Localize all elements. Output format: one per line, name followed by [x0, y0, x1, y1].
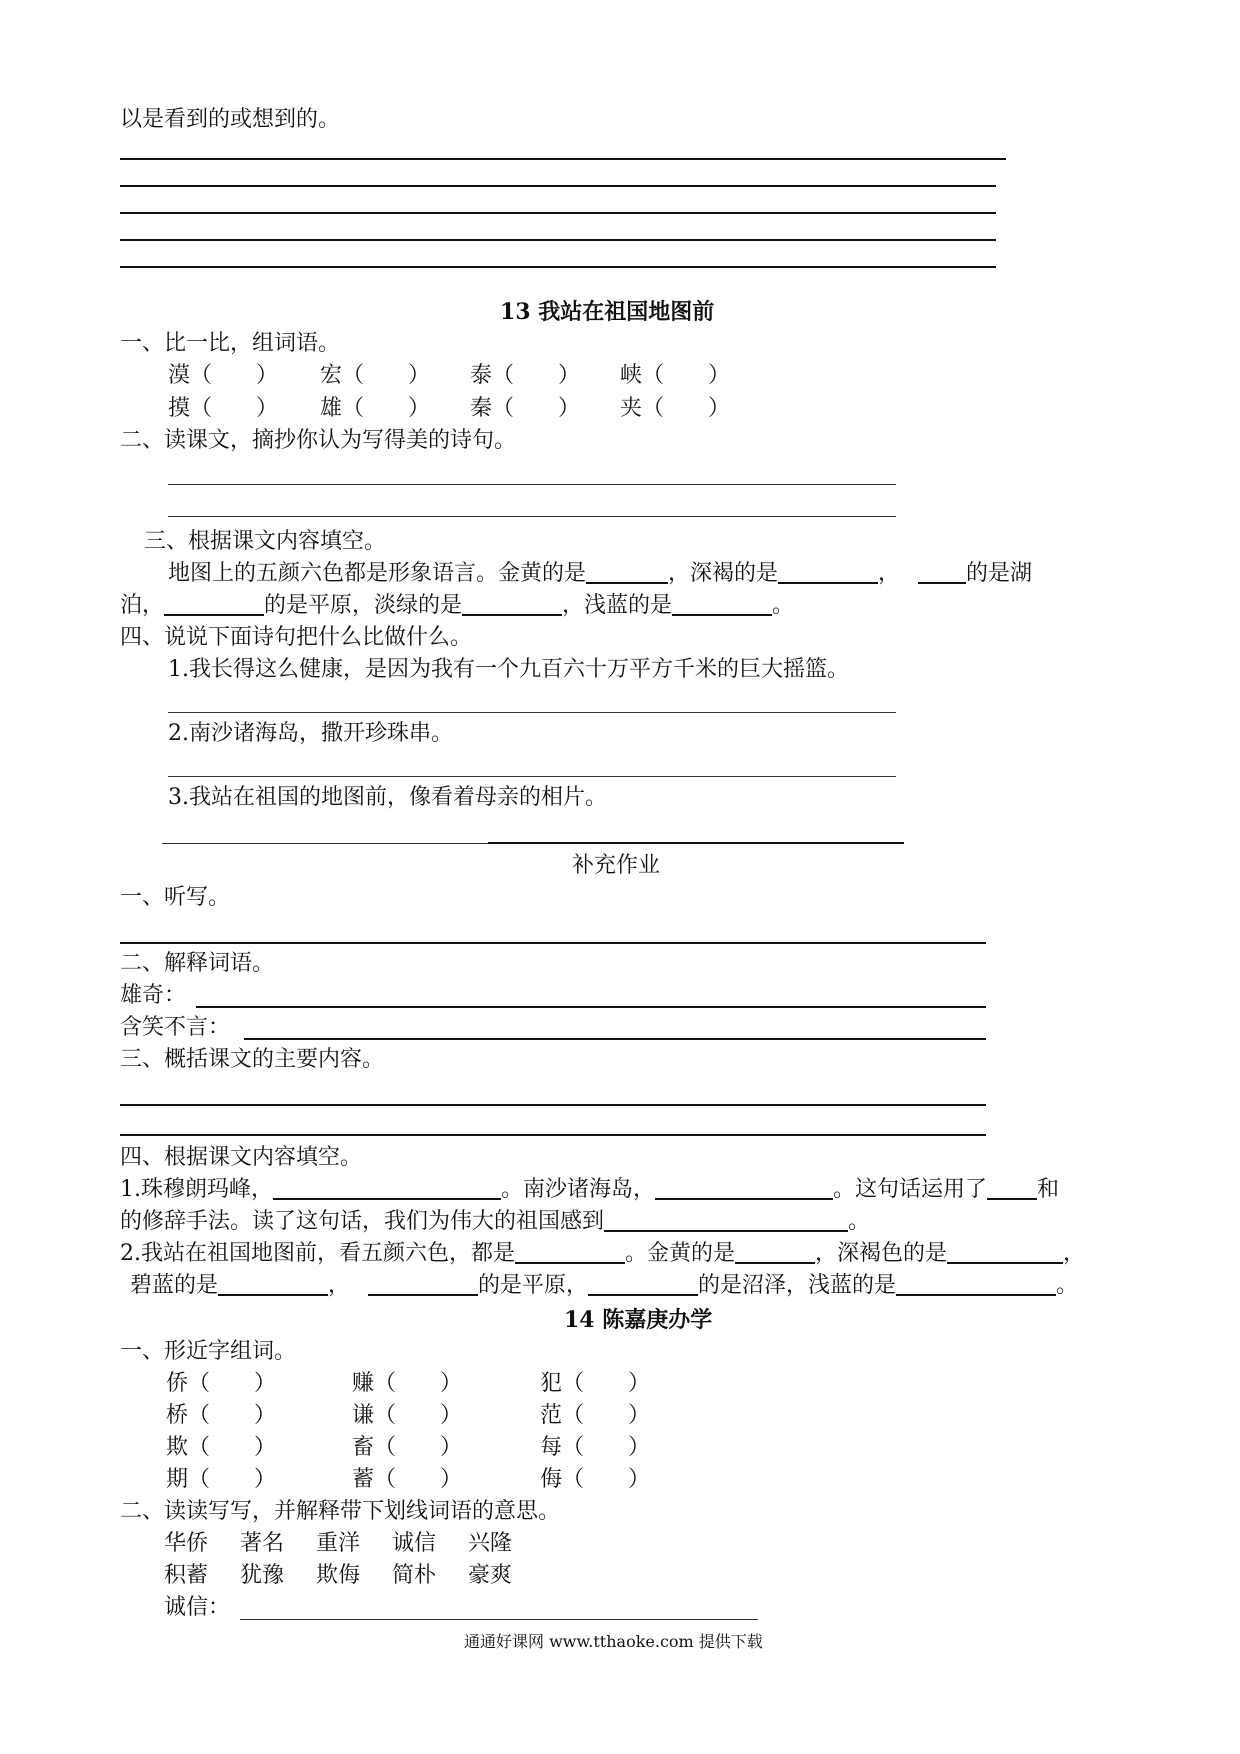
fill-blank[interactable]	[778, 560, 878, 584]
l13-q1-heading: 一、比一比，组词语。	[120, 331, 341, 356]
l13-q3-line1	[168, 560, 1032, 588]
l13-q3-text: ，深褐的是	[668, 561, 779, 586]
supp-fill-text: 2.我站在祖国地图前，看五颜六色，都是	[120, 1241, 515, 1266]
answer-line[interactable]	[162, 843, 488, 844]
l14-q2-heading: 二、读读写写，并解释带下划线词语的意思。	[120, 1499, 561, 1524]
answer-line[interactable]	[120, 212, 996, 214]
supp-fill-text: 1.珠穆朗玛峰，	[120, 1177, 273, 1202]
answer-line[interactable]	[120, 239, 996, 241]
l14-vocab-word: 诚信	[392, 1531, 437, 1556]
l13-q1-word[interactable]: 峡（ ）	[620, 363, 731, 388]
supp-fill-text: 。金黄的是	[625, 1241, 736, 1266]
l13-q1-word[interactable]: 泰（ ）	[470, 363, 581, 388]
l13-q4-heading: 四、说说下面诗句把什么比做什么。	[120, 625, 473, 650]
supp-fill-text: ，	[328, 1273, 351, 1298]
fill-blank[interactable]	[462, 592, 562, 616]
l13-q3-text: 泊，	[120, 593, 165, 618]
l14-q1-word[interactable]: 侨（ ）	[166, 1371, 277, 1396]
supp-fill-text: 的是沼泽，浅蓝的是	[698, 1273, 897, 1298]
l14-vocab-word: 欺侮	[316, 1563, 361, 1588]
answer-line[interactable]	[120, 1134, 986, 1136]
l14-q1-word[interactable]: 每（ ）	[540, 1435, 651, 1460]
l14-q1-word[interactable]: 桥（ ）	[166, 1403, 277, 1428]
fill-blank[interactable]	[586, 560, 668, 584]
l14-q1-heading: 一、形近字组词。	[120, 1339, 297, 1364]
supp-fill-line4	[130, 1272, 1078, 1300]
answer-line[interactable]	[168, 712, 896, 713]
supp-q1-heading: 一、听写。	[120, 885, 231, 910]
l14-vocab-word: 简朴	[392, 1563, 437, 1588]
l14-term: 诚信：	[164, 1595, 231, 1620]
supp-fill-line3	[120, 1240, 1085, 1268]
l13-q3-text: ，	[878, 561, 901, 586]
l14-q1-word[interactable]: 侮（ ）	[540, 1467, 651, 1492]
l13-q3-text: 的是湖	[966, 561, 1033, 586]
l13-q3-line2	[120, 592, 794, 620]
l14-q1-word[interactable]: 蓄（ ）	[352, 1467, 463, 1492]
l14-q1-word[interactable]: 谦（ ）	[352, 1403, 463, 1428]
l14-q1-word[interactable]: 畜（ ）	[352, 1435, 463, 1460]
answer-line[interactable]	[120, 185, 996, 187]
supp-fill-text: ，	[1063, 1241, 1086, 1266]
supp-fill-line1	[120, 1176, 1059, 1204]
l13-q4-sentence3: 3.我站在祖国的地图前，像看着母亲的相片。	[168, 785, 607, 810]
fill-blank[interactable]	[987, 1176, 1037, 1200]
answer-line[interactable]	[168, 776, 896, 777]
fill-blank[interactable]	[368, 1272, 478, 1296]
l13-q1-word[interactable]: 夹（ ）	[620, 396, 731, 421]
fill-blank[interactable]	[273, 1176, 501, 1200]
fill-blank[interactable]	[947, 1240, 1063, 1264]
l14-vocab-word: 华侨	[164, 1531, 209, 1556]
answer-line[interactable]	[120, 1104, 986, 1106]
l13-q4-sentence1: 1.我长得这么健康，是因为我有一个九百六十万平方千米的巨大摇篮。	[168, 657, 849, 682]
fill-blank[interactable]	[588, 1272, 698, 1296]
l14-q1-word[interactable]: 欺（ ）	[166, 1435, 277, 1460]
l13-q3-text: 地图上的五颜六色都是形象语言。金黄的是	[168, 561, 587, 586]
supp-q4-heading: 四、根据课文内容填空。	[120, 1145, 363, 1170]
fill-blank[interactable]	[164, 592, 264, 616]
top-fragment-text: 以是看到的或想到的。	[120, 107, 341, 132]
l14-vocab-word: 犹豫	[240, 1563, 285, 1588]
answer-line[interactable]	[196, 1006, 986, 1008]
l14-q1-word[interactable]: 赚（ ）	[352, 1371, 463, 1396]
fill-blank[interactable]	[515, 1240, 625, 1264]
answer-line[interactable]	[168, 484, 896, 485]
footer-source: 通通好课网 www.tthaoke.com 提供下载	[464, 1632, 763, 1651]
answer-line[interactable]	[120, 942, 986, 944]
fill-blank[interactable]	[672, 592, 772, 616]
l14-vocab-word: 豪爽	[468, 1563, 513, 1588]
l14-q1-word[interactable]: 犯（ ）	[540, 1371, 651, 1396]
l13-q1-word[interactable]: 漠（ ）	[168, 363, 279, 388]
fill-blank[interactable]	[655, 1176, 833, 1200]
l13-q3-text: 的是平原，淡绿的是	[264, 593, 463, 618]
l13-q1-word[interactable]: 宏（ ）	[320, 363, 431, 388]
l14-q1-word[interactable]: 期（ ）	[166, 1467, 277, 1492]
l14-vocab-word: 兴隆	[468, 1531, 513, 1556]
supp-fill-text: 碧蓝的是	[130, 1273, 219, 1298]
answer-line[interactable]	[168, 516, 896, 517]
l13-q1-word[interactable]: 秦（ ）	[470, 396, 581, 421]
supp-fill-text: 。这句话运用了	[833, 1177, 988, 1202]
supp-fill-text: 的修辞手法。读了这句话，我们为伟大的祖国感到	[120, 1209, 605, 1234]
l13-q2-heading: 二、读课文，摘抄你认为写得美的诗句。	[120, 428, 517, 453]
supp-term2: 含笑不言：	[120, 1015, 231, 1040]
fill-blank[interactable]	[896, 1272, 1056, 1296]
answer-line[interactable]	[244, 1038, 986, 1040]
l14-vocab-word: 著名	[240, 1531, 285, 1556]
supp-fill-text: ，深褐色的是	[815, 1241, 948, 1266]
l13-q3-heading: 三、根据课文内容填空。	[144, 529, 387, 554]
answer-line[interactable]	[488, 842, 904, 844]
supp-fill-text: 和	[1037, 1177, 1060, 1202]
l14-vocab-word: 积蓄	[164, 1563, 209, 1588]
fill-blank[interactable]	[218, 1272, 328, 1296]
supplement-title: 补充作业	[572, 853, 661, 878]
supp-q3-heading: 三、概括课文的主要内容。	[120, 1047, 385, 1072]
fill-blank[interactable]	[918, 560, 966, 584]
supp-fill-text: 的是平原，	[478, 1273, 589, 1298]
l13-q1-word[interactable]: 雄（ ）	[320, 396, 431, 421]
l13-q4-sentence2: 2.南沙诸海岛，撒开珍珠串。	[168, 721, 453, 746]
supp-fill-text: 。	[848, 1209, 871, 1234]
l14-vocab-word: 重洋	[316, 1531, 361, 1556]
supp-fill-line2	[120, 1208, 870, 1236]
l14-q1-word[interactable]: 范（ ）	[540, 1403, 651, 1428]
fill-blank[interactable]	[604, 1208, 848, 1232]
l13-q3-text: ，浅蓝的是	[562, 593, 673, 618]
fill-blank[interactable]	[735, 1240, 815, 1264]
answer-line[interactable]	[240, 1619, 758, 1620]
l13-q3-text: 。	[772, 593, 795, 618]
supp-q2-heading: 二、解释词语。	[120, 951, 275, 976]
l13-q1-word[interactable]: 摸（ ）	[168, 396, 279, 421]
lesson14-title: 14 陈嘉庚办学	[564, 1307, 713, 1333]
answer-line[interactable]	[120, 158, 1006, 160]
supp-fill-text: 。	[1056, 1273, 1079, 1298]
answer-line[interactable]	[120, 266, 996, 268]
supp-term1: 雄奇：	[120, 983, 187, 1008]
lesson13-title: 13 我站在祖国地图前	[500, 299, 715, 325]
supp-fill-text: 。南沙诸海岛，	[501, 1177, 656, 1202]
